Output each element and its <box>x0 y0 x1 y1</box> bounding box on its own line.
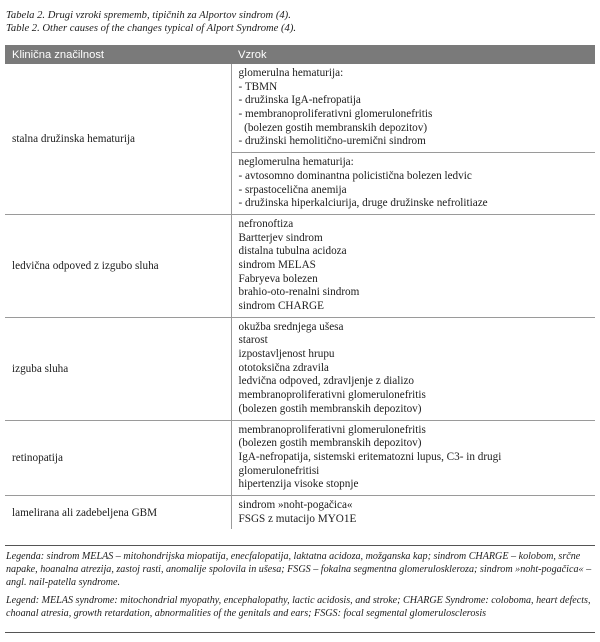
causes-cell <box>231 214 595 317</box>
cause-item: distalna tubulna acidoza <box>238 245 347 258</box>
cause-item: okužba srednjega ušesa <box>238 320 344 333</box>
cause-item: - družinska IgA-nefropatija <box>238 94 361 107</box>
cause-item: Fabryeva bolezen <box>238 272 318 285</box>
cause-item: - membranoproliferativni glomerulonefritis <box>238 108 433 121</box>
cause-item: membranoproliferativni glomerulonefritis <box>238 389 426 402</box>
cause-item: IgA-nefropatija, sistemski eritematozni lupus, C3- in drugi <box>238 450 502 463</box>
cause-item: - avtosomno dominantna policistična bolezen ledvic <box>238 169 472 182</box>
clinical-feature-cell: stalna družinska hematurija <box>12 132 136 145</box>
cause-item: izpostavljenost hrupu <box>238 348 335 361</box>
causes-cell <box>231 64 595 214</box>
causes-cell <box>231 317 595 420</box>
cause-item: hipertenzija visoke stopnje <box>238 478 359 491</box>
clinical-feature-cell: lamelirana ali zadebeljena GBM <box>5 495 231 529</box>
table-legend <box>6 550 596 620</box>
cause-item: glomerulonefritisi <box>238 464 320 477</box>
caption-slovenian: Tabela 2. Drugi vzroki sprememb, tipičnih za Alportov sindrom (4). <box>6 10 291 21</box>
clinical-feature-cell: izguba sluha <box>5 317 231 420</box>
cause-item: ototoksična zdravila <box>238 361 329 374</box>
legend-english: Legend: MELAS syndrome: mitochondrial myopathy, encephalopathy, lactic acidosis, and stroke; CHARGE Syndrome: coloboma, heart defects, choanal atresia, growth retardation, abnormalities of the genitals and ears; FSGS: focal segmental glomerulosclerosis <box>6 594 591 619</box>
cause-item: glomerulna hematurija: <box>238 67 344 79</box>
table-row <box>5 495 595 529</box>
legend-slovenian: Legenda: sindrom MELAS – mitohondrijska miopatija, enecfalopatija, laktatna acidoza, možganska kap; sindrom CHARGE – kolobom, srčne napake, hoanalna atrezija, zastoj rasti, anomalije spolovila in ušesa; FSGS – fokalna segmentna glomeruloskleroza; sindrom »noht-pogačica« – angl. nail-patella syndrome. <box>6 551 592 589</box>
cause-item: starost <box>238 334 268 347</box>
cause-item: ledvična odpoved, zdravljenje z dializo <box>238 375 415 388</box>
table-row <box>5 64 595 214</box>
table-row <box>5 317 595 420</box>
causes-cell <box>231 495 595 529</box>
cause-item: (bolezen gostih membranskih depozitov) <box>238 402 422 415</box>
cause-item: sindrom MELAS <box>238 258 316 271</box>
cause-group <box>232 421 596 495</box>
causes-cell <box>231 420 595 495</box>
cause-item: brahio-oto-renalni sindrom <box>238 286 360 299</box>
cause-group <box>232 318 596 420</box>
table-header-row <box>5 45 595 64</box>
cause-item: Bartterjev sindrom <box>238 231 323 244</box>
cause-item: nefronoftiza <box>238 217 294 230</box>
legend-bottom-rule <box>5 632 595 633</box>
cause-item: - družinska hiperkalciurija, druge družinske nefrolitiaze <box>238 197 488 210</box>
cause-item: FSGS z mutacijo MYO1E <box>238 512 357 525</box>
cause-item: (bolezen gostih membranskih depozitov) <box>238 121 428 134</box>
table-caption <box>6 9 596 35</box>
cause-item: - TBMN <box>238 80 278 93</box>
table-body <box>5 64 595 529</box>
table-row <box>5 420 595 495</box>
cause-item: - srpastocelična anemija <box>238 183 347 196</box>
cause-item: sindrom CHARGE <box>238 300 324 312</box>
caption-english: Table 2. Other causes of the changes typical of Alport Syndrome (4). <box>6 23 297 34</box>
causes-table <box>5 45 595 529</box>
cause-item: neglomerulna hematurija: <box>238 156 354 169</box>
clinical-feature-cell: ledvična odpoved z izgubo sluha <box>5 214 231 317</box>
table-bottom-rule <box>5 545 595 546</box>
clinical-feature-cell: retinopatija <box>5 420 231 495</box>
cause-item: membranoproliferativni glomerulonefritis <box>238 423 426 436</box>
cause-item: (bolezen gostih membranskih depozitov) <box>238 437 422 450</box>
header-cause: Vzrok <box>231 45 595 64</box>
cause-item: - družinski hemolitično-uremični sindrom <box>238 135 426 148</box>
cause-group <box>232 496 596 529</box>
table-row <box>5 214 595 317</box>
cause-group <box>232 152 596 214</box>
cause-group <box>232 64 596 152</box>
cause-item: sindrom »noht-pogačica« <box>238 498 353 511</box>
cause-group <box>232 215 596 317</box>
header-clinical-feature: Klinična značilnost <box>5 45 231 64</box>
